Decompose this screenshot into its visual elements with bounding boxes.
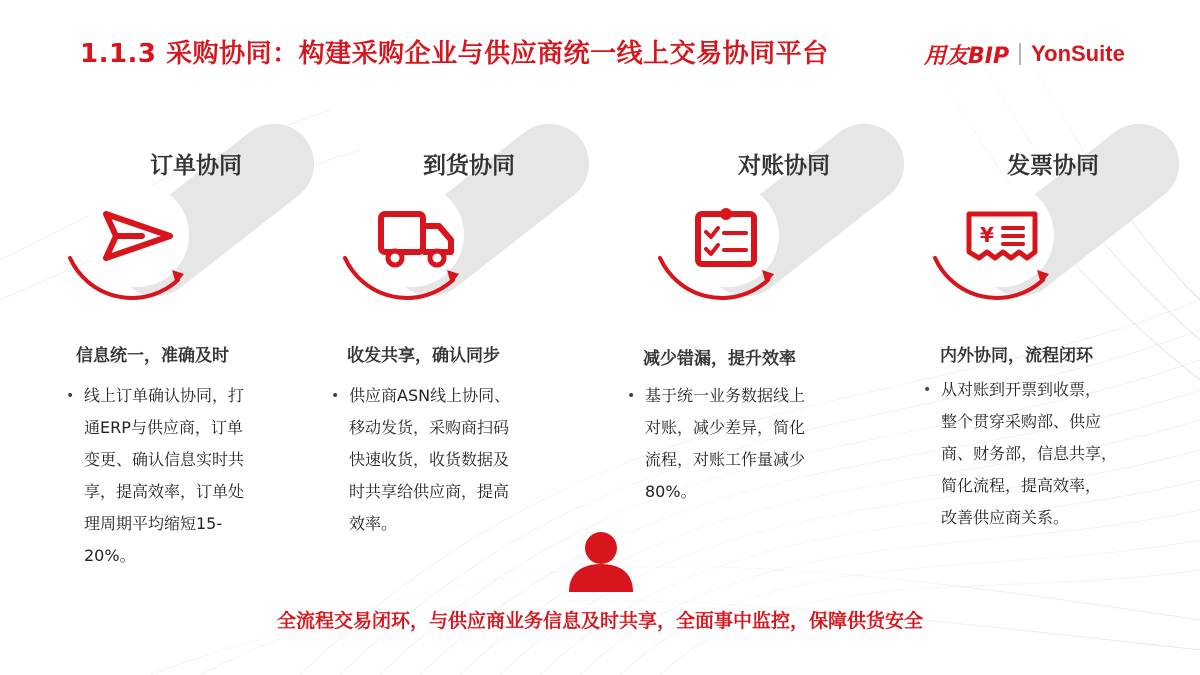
desc-line: 商、财务部，信息共享， <box>941 444 1118 463</box>
desc-line: 理周期平均缩短15- <box>84 514 223 533</box>
brand-logo <box>924 38 1125 70</box>
card-description-reconciliation <box>627 380 845 508</box>
svg-text:¥: ¥ <box>980 223 994 247</box>
card-description-delivery <box>331 380 549 540</box>
desc-line: 移动发货，采购商扫码 <box>349 418 510 437</box>
card-title: 到货协同 <box>423 153 515 179</box>
desc-line: 线上订单确认协同，打 <box>84 386 245 405</box>
card-description-invoice <box>923 374 1151 534</box>
page-title: 1.1.3 采购协同：构建采购企业与供应商统一线上交易协同平台 <box>80 39 829 69</box>
person-icon <box>567 530 635 592</box>
footer-summary: 全流程交易闭环，与供应商业务信息及时共享，全面事中监控，保障供货安全 <box>276 610 923 632</box>
bullet-dot: • <box>66 388 75 404</box>
desc-line: 效率。 <box>349 514 398 533</box>
logo-text-cn: 用友BIP <box>924 43 1010 69</box>
card-description-order <box>66 380 284 572</box>
desc-line: 对账，减少差异，简化 <box>645 418 806 437</box>
bullet-dot: • <box>627 388 636 404</box>
card-heading-invoice: 内外协同，流程闭环 <box>940 346 1093 366</box>
desc-line: 简化流程，提高效率， <box>941 476 1102 495</box>
logo-text-en: YonSuite <box>1031 41 1125 66</box>
card-order-collaboration <box>60 110 320 310</box>
card-invoice-collaboration <box>925 110 1185 310</box>
checklist-icon <box>694 206 760 268</box>
desc-line: 基于统一业务数据线上 <box>645 386 806 405</box>
card-title: 订单协同 <box>150 153 242 179</box>
card-title: 发票协同 <box>1007 153 1099 179</box>
bullet-dot: • <box>331 388 340 404</box>
paper-plane-icon <box>102 206 174 266</box>
truck-icon <box>377 208 457 270</box>
card-reconciliation-collaboration <box>650 110 910 310</box>
card-title: 对账协同 <box>738 153 830 179</box>
card-heading-reconciliation: 减少错漏，提升效率 <box>643 349 796 369</box>
desc-line: 整个贯穿采购部、供应 <box>941 412 1102 431</box>
card-delivery-collaboration <box>335 110 595 310</box>
desc-line: 流程，对账工作量减少 <box>645 450 806 469</box>
desc-line: 80%。 <box>645 482 697 501</box>
desc-line: 享，提高效率，订单处 <box>84 482 245 501</box>
desc-line: 通ERP与供应商，订单 <box>84 418 243 437</box>
bullet-dot: • <box>923 382 932 398</box>
card-decoration <box>650 110 910 310</box>
card-decoration <box>60 110 320 310</box>
card-decoration <box>335 110 595 310</box>
desc-line: 改善供应商关系。 <box>941 508 1070 527</box>
desc-line: 快速收货，收货数据及 <box>349 450 510 469</box>
desc-line: 从对账到开票到收票， <box>941 380 1102 399</box>
desc-line: 变更、确认信息实时共 <box>84 450 245 469</box>
logo-divider <box>1019 43 1021 65</box>
desc-line: 供应商ASN线上协同、 <box>349 386 511 405</box>
desc-line: 时共享给供应商，提高 <box>349 482 510 501</box>
card-heading-delivery: 收发共享，确认同步 <box>347 346 500 366</box>
desc-line: 20%。 <box>84 546 136 565</box>
card-decoration <box>925 110 1185 310</box>
invoice-icon <box>965 210 1039 264</box>
card-heading-order: 信息统一，准确及时 <box>76 346 229 366</box>
